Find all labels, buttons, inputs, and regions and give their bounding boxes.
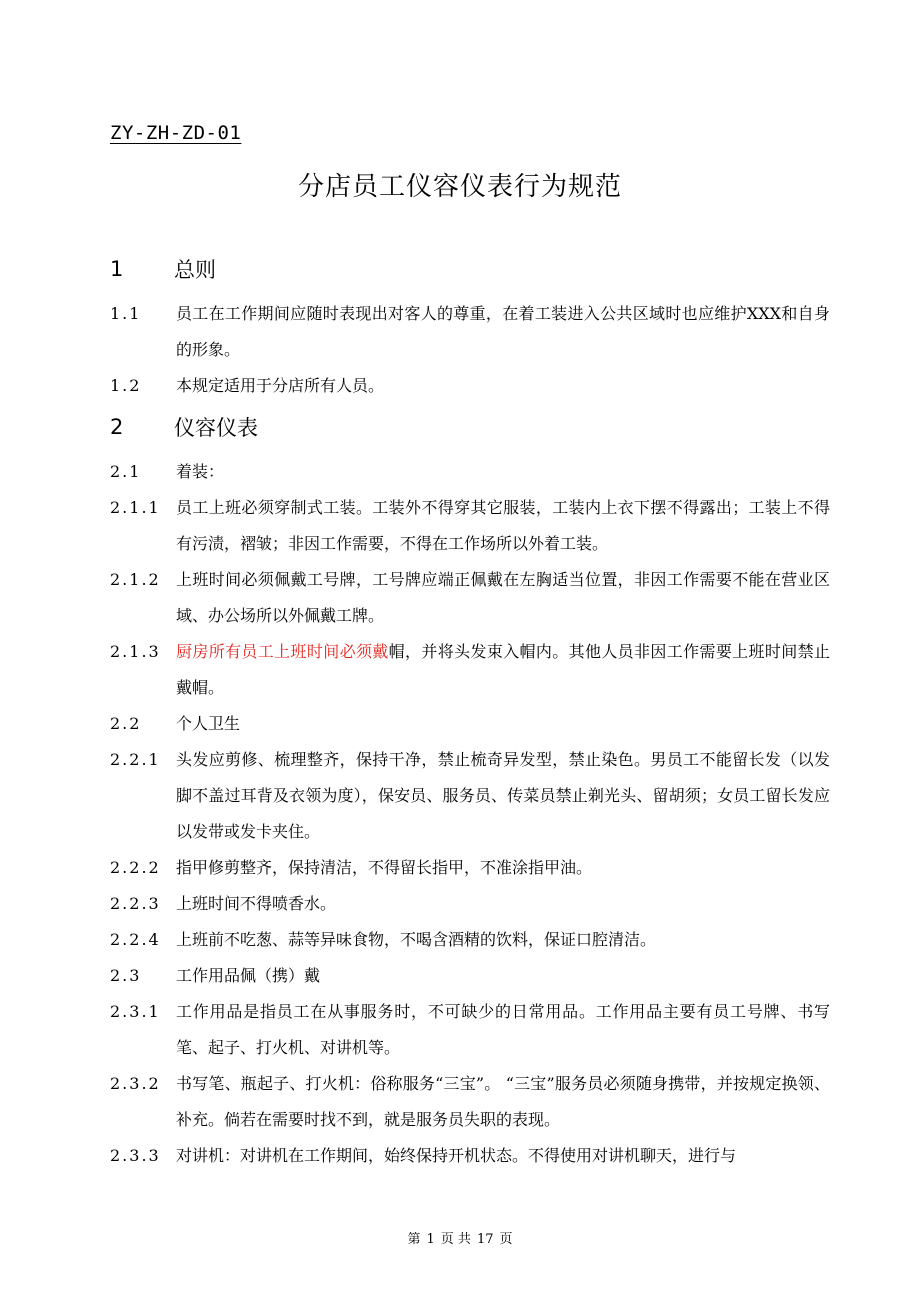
clause-text: 上班时间不得喷香水。 xyxy=(176,894,337,913)
clause-2-3 xyxy=(110,958,830,994)
document-body xyxy=(110,250,830,1174)
clause-2-1-3 xyxy=(110,634,830,706)
clause-number: 2.2.4 xyxy=(110,930,161,949)
section-heading-2 xyxy=(110,408,830,446)
clause-text: 员工在工作期间应随时表现出对客人的尊重，在着工装进入公共区域时也应维护XXX和自身的形象。 xyxy=(176,304,830,359)
section-number: 2 xyxy=(110,415,124,439)
clause-2-2-1 xyxy=(110,742,830,850)
clause-number: 2.2.1 xyxy=(110,750,161,769)
section-number: 1 xyxy=(110,257,124,281)
clause-2-1 xyxy=(110,454,830,490)
clause-1-1 xyxy=(110,296,830,368)
document-title: 分店员工仪容仪表行为规范 xyxy=(297,172,622,202)
clause-2-1-2 xyxy=(110,562,830,634)
clause-1-2 xyxy=(110,368,830,404)
clause-text: 对讲机：对讲机在工作期间，始终保持开机状态。不得使用对讲机聊天，进行与 xyxy=(176,1146,737,1165)
clause-text: 个人卫生 xyxy=(176,714,241,733)
clause-2-2-3 xyxy=(110,886,830,922)
clause-number: 2.3.3 xyxy=(110,1146,161,1165)
clause-number: 2.2 xyxy=(110,714,142,733)
clause-number: 2.1.1 xyxy=(110,498,161,517)
clause-2-2-2 xyxy=(110,850,830,886)
section-title: 总则 xyxy=(174,258,216,282)
clause-number: 2.3.1 xyxy=(110,1002,161,1021)
clause-text: 上班时间必须佩戴工号牌，工号牌应端正佩戴在左胸适当位置，非因工作需要不能在营业区域、办公场所以外佩戴工牌。 xyxy=(176,570,830,625)
clause-number: 2.2.2 xyxy=(110,858,161,877)
highlighted-text: 厨房所有员工上班时间必须戴 xyxy=(176,642,389,661)
clause-text: 上班前不吃葱、蒜等异味食物，不喝含酒精的饮料，保证口腔清洁。 xyxy=(176,930,657,949)
clause-number: 2.1.3 xyxy=(110,642,161,661)
section-heading-1 xyxy=(110,250,830,288)
clause-2-2-4 xyxy=(110,922,830,958)
clause-text: 本规定适用于分店所有人员。 xyxy=(176,376,385,395)
clause-2-3-3 xyxy=(110,1138,830,1174)
clause-2-2 xyxy=(110,706,830,742)
clause-2-3-2 xyxy=(110,1066,830,1138)
clause-number: 1.1 xyxy=(110,304,142,323)
total-page-count: 17 xyxy=(476,1232,494,1247)
clause-2-3-1 xyxy=(110,994,830,1066)
clause-text: 工作用品佩（携）戴 xyxy=(176,966,321,985)
clause-number: 2.1.2 xyxy=(110,570,161,589)
footer-prefix: 第 xyxy=(407,1232,421,1247)
clause-number: 2.3 xyxy=(110,966,142,985)
clause-text: 工作用品是指员工在从事服务时，不可缺少的日常用品。工作用品主要有员工号牌、书写笔、起子、打火机、对讲机等。 xyxy=(176,1002,830,1057)
current-page-number: 1 xyxy=(426,1232,435,1247)
clause-text: 员工上班必须穿制式工装。工装外不得穿其它服装，工装内上衣下摆不得露出；工装上不得有污渍，褶皱；非因工作需要，不得在工作场所以外着工装。 xyxy=(176,498,830,553)
page-footer xyxy=(0,1228,920,1247)
clause-2-1-1 xyxy=(110,490,830,562)
clause-text: 头发应剪修、梳理整齐，保持干净，禁止梳奇异发型，禁止染色。男员工不能留长发（以发脚不盖过耳背及衣领为度），保安员、服务员、传菜员禁止剃光头、留胡须；女员工留长发应以发带或发卡夹住。 xyxy=(176,750,830,841)
clause-text: 书写笔、瓶起子、打火机：俗称服务“三宝”。 “三宝”服务员必须随身携带，并按规定换领、补充。倘若在需要时找不到，就是服务员失职的表现。 xyxy=(176,1074,830,1129)
clause-text-rest: 帽，并将头发束入帽内。其他人员非因工作需要上班时间禁止戴帽。 xyxy=(176,642,830,697)
footer-suffix: 页 xyxy=(499,1232,513,1247)
clause-text: 指甲修剪整齐，保持清洁，不得留长指甲，不准涂指甲油。 xyxy=(176,858,593,877)
clause-number: 1.2 xyxy=(110,376,142,395)
clause-number: 2.2.3 xyxy=(110,894,161,913)
section-title: 仪容仪表 xyxy=(174,416,258,440)
document-code: ZY-ZH-ZD-01 xyxy=(110,122,242,144)
clause-text xyxy=(176,634,830,706)
footer-middle: 页 共 xyxy=(440,1232,471,1247)
clause-number: 2.1 xyxy=(110,462,142,481)
clause-text: 着装： xyxy=(176,462,225,481)
clause-number: 2.3.2 xyxy=(110,1074,161,1093)
